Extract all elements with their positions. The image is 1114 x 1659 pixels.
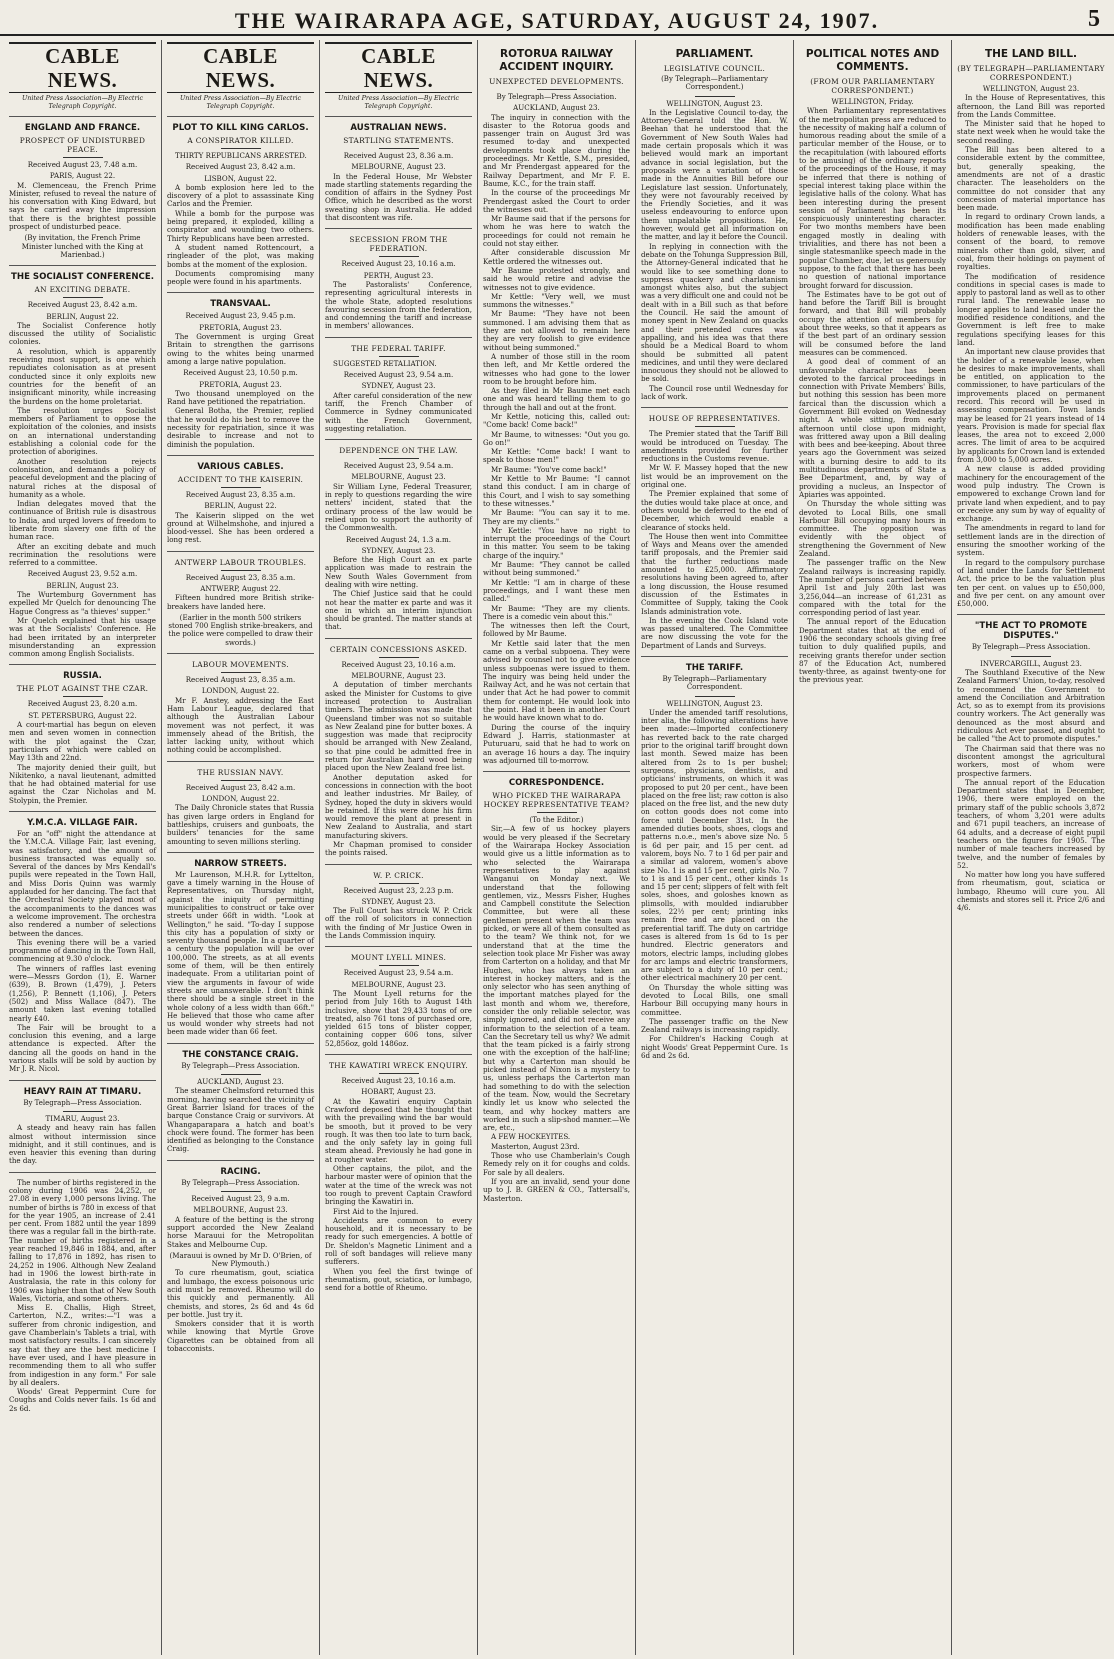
- dateline: MELBOURNE, August 23.: [351, 472, 446, 482]
- paragraph: Sir,—A few of us hockey players would be very pleased if the Secretary of the Wairarapa Hockey Association would give us a little information as to who selected the Wairarapa representatives to play against Wanganui on Monday next. We understand that the following gentlemen, viz., Messrs Fisher, Hughes and Campbell constitute the Selection Committee, but were all these gentlemen present when the team was picked, or were all of them consulted as to the team? We think not, for we understand that at the time the selection took place Mr Fisher was away from Carterton on a holiday, and that Mr Hughes, who has always taken an interest in hockey matters, and is the only selector who has seen anything of the important matches played for the last month and whom we, therefore, consider the only reliable selector, was simply ignored, and did not receive any information to the selection of a team. Can the Secretary tell us why? We admit that the team picked is a fairly strong one with the exception of the half-line; but why a Carterton man should be picked instead of Nixon is a mystery to us, unless perhaps the Carterton man had something to do with the selection of the team. Now, would the Secretary kindly let us know who selected the team, and why hockey matters are worked in such a slip-shod manner.—We are, etc.,: [483, 824, 631, 1133]
- divider: [641, 656, 788, 657]
- dateline: (To the Editor.): [529, 815, 584, 825]
- article-subtitle: A CONSPIRATOR KILLED.: [187, 136, 294, 145]
- article-subtitle: W. P. CRICK.: [373, 870, 424, 880]
- article-subtitle: THE FEDERAL TARIFF.: [351, 343, 446, 353]
- article-subtitle: HOUSE OF REPRESENTATIVES.: [648, 414, 781, 424]
- paragraph: Mr Laurenson, M.H.R. for Lyttelton, gave a timely warning in the House of Representatives, on Thursday night, against the iniquity of permitting municipalities to construct or take over streets under 66ft in width. "Look at Wellington," he said. "To-day I suppose this city has a population of sixty or seventy thousand people. In a quarter of a century the population will be over 100,000. The streets, as at all events some of them, will be then entirely inadequate. From a utilitarian point of view the arguments in favour of wide streets are unanswerable. I don't think there should be a single street in the whole colony of a less width than 66ft." He believed that those who came after us would wonder why streets had not been made wider than 66 feet.: [167, 869, 314, 1037]
- paragraph: On Thursday the whole sitting was devoted to Local Bills, one small Harbour Bill occupying many hours in committee.: [641, 982, 788, 1017]
- paragraph: At the Kawatiri enquiry Captain Crawford deposed that he thought that with the prevailing wind the bar would be smooth, but it proved to be very rough. It was then too late to turn back, and the only safety lay in going full steam ahead. Previously he had gone in at rougher water.: [325, 1096, 472, 1164]
- dateline: PARIS, August 22.: [49, 171, 116, 181]
- dateline: TIMARU, August 23.: [45, 1113, 120, 1123]
- page-number: 5: [1088, 6, 1100, 32]
- divider: [167, 455, 314, 456]
- paragraph: In the course of the proceedings Mr Prendergast asked the Court to order the witnesses out.: [483, 188, 630, 214]
- paragraph: Two thousand unemployed on the Rand have petitioned the repatriation.: [167, 388, 314, 407]
- short-rule: [63, 157, 103, 158]
- paragraph: The passenger traffic on the New Zealand railways is increasing rapidly. The number of persons carried between April 1st and July 20th last was 3,256,044—an increase of 61,231 as compared with the total for the corresponding period of last year.: [799, 558, 946, 618]
- dateline: AUCKLAND, August 23.: [513, 103, 600, 113]
- short-rule: [379, 657, 419, 658]
- divider: [325, 439, 472, 440]
- paragraph: Mr Kettle: "Come back! I want to speak to those men!": [483, 447, 630, 465]
- paragraph: Mr Kettle said later that the men came on a verbal subpoena. They were advised by counsel not to give evidence unless subpoenas were issued to them. The inquiry was being held under the Railway Act, and he was not certain that under that Act he had power to commit them for contempt. He would look into the point. Had it been in another Court he would have known what to do.: [483, 638, 630, 723]
- dateline: AUCKLAND, August 23.: [197, 1077, 284, 1087]
- short-rule: [695, 96, 735, 97]
- paragraph: The Pastoralists' Conference, representing agricultural interests in the whole State, adopted resolutions favouring secession from the federation, and condemning the tariff and increase in members' allowances.: [325, 279, 472, 331]
- dateline: Received August 23, 8.42 a.m.: [185, 782, 296, 792]
- dateline: MELBOURNE, August 23.: [351, 979, 446, 989]
- paragraph: Mr Kettle to Mr Baume: "I cannot stand this conduct. I am in charge of this Court, and I wish to say something to these witnesses.": [483, 474, 630, 508]
- column-heading: PARLIAMENT.: [675, 48, 754, 60]
- article-title: HEAVY RAIN AT TIMARU.: [23, 1086, 142, 1097]
- article-subtitle: ACCIDENT TO THE KAISERIN.: [177, 474, 304, 484]
- paragraph: The annual report of the Education Department states that at the end of 1906 the secondary schools giving free tuition to duly qualified pupils, and receiving grants therefor under section 87 of the Education Act, numbered twenty-three, as against twenty-one for the previous year.: [799, 617, 946, 685]
- paragraph: M. Clemenceau, the French Prime Minister, refused to reveal the nature of his conversation with King Edward, but says he carried away the impression that there is the brightest possible prospect of undisturbed peace.: [9, 180, 156, 232]
- paragraph: The Socialist Conference hotly discussed the utility of Socialistic colonies.: [9, 320, 156, 347]
- divider: [9, 265, 156, 266]
- article-subtitle: THE RUSSIAN NAVY.: [197, 767, 284, 777]
- paragraph: Miss E. Challis, High Street, Carterton, N.Z., writes:—"I was a sufferer from chronic indigestion, and gave Chamberlain's Tablets a trial, with most satisfactory results. I can sincerely say that they are the best medicine I have ever used, and I have pleasure in recommending them to all who suffer from indigestion in any form." For sale by all dealers.: [9, 1303, 156, 1387]
- paragraph: In regard to the compulsory purchase of land under the Lands for Settlement Act, the price to be the valuation plus ten per cent. on values up to £50,000, and five per cent. on any amount over £50,000.: [957, 557, 1105, 609]
- dateline: Received August 23, 8.35 a.m.: [185, 489, 296, 499]
- paragraph: A number of those still in the room then left, and Mr Kettle ordered the witnesses who had gone to the lower room to be brought before him.: [483, 351, 630, 386]
- short-rule: [695, 696, 735, 697]
- paragraph: A deputation of timber merchants asked the Minister for Customs to give increased protection to Australian timbers. The admission was made that Queensland timber was not so suitable as New Zealand pine for butter boxes. A suggestion was made that reciprocity should be arranged with New Zealand, so that pine could be admitted free in return for Australian hard wood being placed upon the New Zealand free list.: [325, 680, 472, 773]
- masthead-title: THE WAIRARAPA AGE, SATURDAY, AUGUST 24, 1907.: [234, 8, 880, 33]
- paragraph: A student named Rottencourt, a ringleader of the plot, was making bombs at the moment of the explosion.: [167, 242, 314, 269]
- paragraph: Masterton, August 23rd.: [491, 1141, 580, 1151]
- column: [4, 40, 162, 1655]
- paragraph: Indian delegates moved that the continuance of British rule is disastrous to India, and urged lovers of freedom to liberate from slavery one fifth of the human race.: [9, 499, 156, 542]
- column-subheading: United Press Association—By Electric Telegraph Copyright.: [337, 95, 460, 110]
- column-subheading: (BY TELEGRAPH—PARLIAMENTARY CORRESPONDENT.): [957, 64, 1105, 82]
- paragraph: The Premier explained that some of the duties would take place at once, and others would be deferred to the end of December, which would enable a clearance of stocks held.: [641, 489, 788, 532]
- divider: [483, 771, 630, 772]
- dateline: By Telegraph—Press Association.: [496, 92, 617, 101]
- article-title: AUSTRALIAN NEWS.: [350, 123, 447, 133]
- column-heading: ROTORUA RAILWAY ACCIDENT INQUIRY.: [499, 48, 614, 73]
- article-title: THE SOCIALIST CONFERENCE.: [11, 272, 154, 283]
- column: [636, 40, 794, 1655]
- dateline: Received August 23, 9.54 a.m.: [343, 461, 454, 471]
- paragraph: In the Legislative Council to-day, the Attorney-General told the Hon. W. Beehan that he understood that the Government of New South Wales had made certain proposals which it was believed would mark an important advance in social legislation, but the proposals were a variation of those made in the Annuities Bill before our Legislature last session. Unfortunately, they were not favourably received by the Friendly Societies, and it was useless endeavouring to enforce upon them unpalatable propositions. He, however, would get all information on the matter, and lay it before the Council.: [641, 107, 788, 242]
- dateline: MELBOURNE, August 23.: [351, 671, 446, 681]
- short-rule: [379, 256, 419, 257]
- dateline: (Earlier in the month 500 strikers stoned 700 English strike-breakers, and the police were compelled to draw their swords.): [168, 612, 313, 647]
- short-rule: [537, 812, 577, 813]
- paragraph: Mr Kettle: "I am in charge of these proceedings, and I want these men called.": [483, 577, 630, 604]
- paragraph: The Minister said that he hoped to state next week when he would take the second reading.: [957, 119, 1105, 145]
- dateline: Received August 24, 1.3 a.m.: [345, 534, 452, 544]
- paragraph: On Thursday the whole sitting was devoted to Local Bills, one small Harbour Bill occupying many hours in committee. The opposition was evidently with the object of strengthening the Government of New Zealand.: [799, 499, 946, 559]
- short-rule: [537, 89, 577, 90]
- paragraph: For an "off" night the attendance at the Y.M.C.A. Village Fair, last evening, was satisfactory, and the amount of business transacted was equally so. Several of the dances by Mrs Kendall's pupils were repeated in the Town Hall, and Miss Doris Quinn was warmly applauded for her dancing. The fact that the Orchestral Society played most of the accompaniments to the dances was a welcome improvement. The orchestra also rendered a number of selections between the dances.: [9, 829, 156, 938]
- divider: [167, 292, 314, 293]
- newspaper-columns: [4, 40, 1110, 1655]
- paragraph: The inquiry in connection with the disaster to the Rotorua goods and passenger train on August 3rd was resumed to-day and unexpected developments took place during the proceedings. Mr Kettle, S.M., presided, and Mr Prendergast appeared for the Railway Department, and Mr F. E. Baume, K.C., for the train staff.: [483, 112, 630, 188]
- divider: [167, 551, 314, 552]
- paragraph: Mr Baume: "You've come back!": [491, 464, 607, 474]
- dateline: LONDON, August 22.: [201, 686, 280, 696]
- divider: [9, 116, 156, 117]
- dateline: Received August 23, 9.54 a.m.: [343, 370, 454, 380]
- paragraph: Mr Kettle: "Very well, we must summons the witnesses.": [483, 291, 630, 310]
- short-rule: [63, 1111, 103, 1112]
- paragraph: The Kaiserin slipped on the wet ground at Wilhelmshohe, and injured a blood-vessel. She has been ordered a long rest.: [167, 510, 314, 545]
- divider: [9, 1080, 156, 1081]
- article-subtitle: CERTAIN CONCESSIONS ASKED.: [329, 644, 468, 654]
- article-subtitle: THE KAWATIRI WRECK ENQUIRY.: [328, 1061, 469, 1071]
- paragraph: In replying in connection with the debate on the Tohunga Suppression Bill, the Attorney-General indicated that he would like to see something done to suppress quackery and charlatanism amongst whites also, but the subject was a very difficult one and could not be dealt with in a Bill such as that before the Council. He said the amount of money spent in New Zealand on quacks and their pretended cures was appalling, and his idea was that there should be a Medical Board to whom should be submitted all patent medicines, and until they were declared innocuous they should not be allowed to be sold.: [641, 241, 788, 384]
- paragraph: SUGGESTED RETALIATION.: [333, 358, 437, 368]
- column-heading: POLITICAL NOTES AND COMMENTS.: [805, 48, 940, 73]
- paragraph: Woods' Great Peppermint Cure for Coughs and Colds never fails. 1s 6d and 2s 6d.: [9, 1387, 156, 1413]
- article-subtitle: By Telegraph—Press Association.: [23, 1098, 142, 1107]
- paragraph: In the evening the Cook Island vote was passed unaltered. The Committee are now discussing the vote for the Department of Lands and Surveys.: [641, 615, 788, 650]
- paragraph: After an exciting debate and much recrimination the resolutions were referred to a committee.: [9, 541, 156, 568]
- column: [320, 40, 478, 1655]
- short-rule: [379, 458, 419, 459]
- paragraph: Before the High Court an ex parte application was made to restrain the New South Wales Government from dealing with wire netting.: [325, 555, 472, 589]
- paragraph: If you are an invalid, send your done up to J. B. GREEN & CO., Tattersall's, Masterton.: [483, 1176, 630, 1203]
- article-subtitle: WHO PICKED THE WAIRARAPA HOCKEY REPRESENTATIVE TEAM?: [483, 791, 630, 810]
- short-rule: [221, 570, 261, 571]
- dateline: MELBOURNE, August 23.: [351, 162, 446, 172]
- paragraph: During the course of the inquiry Edward J. Harris, stationmaster at Puturuaru, said that he had to work on an average 16 hours a day. The inquiry was adjourned till to-morrow.: [483, 722, 630, 765]
- article-title: TRANSVAAL.: [210, 299, 271, 310]
- dateline: Received August 23, 10.16 a.m.: [341, 659, 456, 669]
- divider: [167, 653, 314, 654]
- divider: [325, 864, 472, 865]
- paragraph: After considerable discussion Mr Kettle ordered the witnesses out.: [483, 248, 630, 266]
- divider: [957, 614, 1105, 615]
- column-subheading: (FROM OUR PARLIAMENTARY CORRESPONDENT.): [810, 77, 935, 95]
- article-title: CORRESPONDENCE.: [508, 778, 605, 789]
- paragraph: Mr Baume: "They have not been summoned. I am advising them that as they are not allowed to remain here they are very foolish to give evidence without being summoned.": [483, 309, 630, 352]
- article-title: RUSSIA.: [63, 671, 102, 682]
- paragraph: After careful consideration of the new tariff, the French Chamber of Commerce in Sydney communicated with the French Government, suggesting retaliation.: [325, 390, 472, 433]
- dateline: SYDNEY, August 23.: [361, 545, 436, 555]
- dateline: ST. PETERSBURG, August 22.: [28, 710, 137, 720]
- article-subtitle: MOUNT LYELL MINES.: [350, 953, 447, 963]
- paragraph: Mr Baume said that if the persons for whom he was here to watch the proceedings for could not remain he could not stay either.: [483, 214, 630, 249]
- paragraph: The passenger traffic on the New Zealand railways is increasing rapidly.: [641, 1016, 788, 1035]
- paragraph: In regard to ordinary Crown lands, a modification has been made enabling holders of renewable leases, with the consent of the board, to remove minerals other than gold, silver, and coal, from their holdings on payment of royalties.: [957, 212, 1105, 272]
- paragraph: The Bill has been altered to a considerable extent by the committee, but, generally speaking, the amendments are not of a drastic character. The leaseholders on the committee do not consider that any concession of material importance has been made.: [957, 145, 1105, 213]
- short-rule: [1011, 656, 1051, 657]
- paragraph: Other captains, the pilot, and the harbour master were of opinion that the water at the time of the wreck was not too rough to prevent Captain Crawford bringing the Kawatiri in.: [325, 1164, 472, 1207]
- paragraph: Another deputation asked for concessions in connection with the boot and leather industries. Mr Bailey, of Sydney, hoped the duty in skivers would be retained. If this were done his firm would remove the plant at present in New Zealand to Australia, and start manufacturing skivers.: [325, 772, 472, 840]
- paragraph: Mr W. F. Massey hoped that the new list would be an improvement on the original one.: [641, 463, 788, 490]
- paragraph: The Fair will be brought to a conclusion this evening, and a large attendance is expected. After the dancing all the goods on hand in the various stalls will be sold by auction by Mr J. R. Nicol.: [9, 1022, 156, 1074]
- article-subtitle: STARTLING STATEMENTS.: [343, 136, 454, 145]
- paragraph: The Estimates have to be got out of hand before the Tariff Bill is brought forward, and that Bill will probably occupy the attention of members for about three weeks, so that it appears as if the best part of an ordinary session will be consumed before the land measures can be commenced.: [799, 289, 946, 357]
- divider: [9, 811, 156, 812]
- paragraph: A FEW HOCKEYITES.: [491, 1132, 571, 1142]
- dateline: Received August 23, 8.42 a.m.: [185, 162, 296, 172]
- column-heading: CABLE NEWS.: [167, 42, 314, 93]
- dateline: Received August 23, 2.23 p.m.: [343, 885, 454, 895]
- paragraph: The Wurtemburg Government has expelled Mr Quelch for denouncing The Hague Congress as "a thieves' supper.": [9, 590, 156, 616]
- dateline: WELLINGTON, August 23.: [982, 84, 1080, 93]
- dateline: Received August 23, 9 a.m.: [191, 1194, 290, 1204]
- divider: [325, 116, 472, 117]
- column: [162, 40, 320, 1655]
- dateline: Received August 23, 9.45 p.m.: [185, 311, 296, 321]
- dateline: PRETORIA, August 23.: [199, 379, 282, 389]
- column-subheading: United Press Association—By Electric Telegraph Copyright.: [179, 95, 302, 110]
- paragraph: A steady and heavy rain has fallen almost without intermission since midnight, and it still continues, and is even heavier this evening than during the day.: [9, 1123, 156, 1166]
- article-subtitle: By Telegraph—Press Association.: [181, 1061, 300, 1070]
- article-title: NARROW STREETS.: [194, 858, 287, 869]
- short-rule: [63, 297, 103, 298]
- divider: [167, 116, 314, 117]
- dateline: Received August 23, 8.20 a.m.: [27, 699, 138, 709]
- short-rule: [379, 1073, 419, 1074]
- paragraph: Fifteen hundred more British strike-breakers have landed here.: [167, 593, 314, 611]
- paragraph: Mr Baume protested strongly, and said he would retire and advise the witnesses not to give evidence.: [483, 265, 630, 292]
- dateline: SYDNEY, August 23.: [361, 896, 436, 906]
- dateline: (By invitation, the French Prime Minister lunched with the King at Marienbad.): [21, 233, 144, 259]
- dateline: Received August 23, 8.36 a.m.: [343, 151, 454, 160]
- paragraph: Smokers consider that it is worth while knowing that Myrtle Grove Cigarettes can be obtained from all tobacconists.: [167, 1319, 314, 1354]
- dateline: (Marauui is owned by Mr D. O'Brien, of New Plymouth.): [169, 1250, 312, 1269]
- paragraph: Mr Quelch explained that his usage was at the Socialists' Conference. He had been irritated by an interpreter misunderstanding an expression common among English Socialists.: [9, 615, 156, 659]
- paragraph: General Botha, the Premier, replied that he would do his best to remove the necessity for repatriation, since it was desirable to increase and not to diminish the population.: [167, 406, 314, 449]
- paragraph: As they filed in Mr Baume met each one and was heard telling them to go through the hall and out at the front.: [483, 386, 630, 412]
- dateline: WELLINGTON, August 23.: [666, 698, 763, 708]
- paragraph: The number of births registered in the colony during 1906 was 24,252, or 27.08 in every 1,000 persons living. The number of births is 780 in excess of that for the year 1905, an increase of 2.41 per cent. From 1882 until the year 1899 there was a regular fall in the birth-rate. The number of births registered in a year reached 19,846 in 1884, and, after falling to 17,876 in 1892, has risen to 24,252 in 1906. Although New Zealand had in 1906 the lowest birth-rate in Australasia, the rate in this colony for 1906 was higher than that of New South Wales, Victoria, and some others.: [9, 1177, 156, 1303]
- dateline: Received August 23, 7.48 a.m.: [27, 160, 138, 169]
- article-title: PLOT TO KILL KING CARLOS.: [172, 123, 309, 133]
- paragraph: The Government is urging Great Britain to strengthen the garrisons owing to the whites being unarmed among a large native population.: [167, 332, 314, 366]
- divider: [325, 337, 472, 338]
- divider: [325, 946, 472, 947]
- article-subtitle: THE PLOT AGAINST THE CZAR.: [16, 684, 149, 694]
- article-subtitle: PROSPECT OF UNDISTURBED PEACE.: [19, 136, 146, 154]
- paragraph: Mr Kettle, noticing this, called out: "Come back! Come back!": [483, 411, 630, 430]
- paragraph: Under the amended tariff resolutions, inter alia, the following alterations have been made:—Imported confectionery has reverted back to the rate charged prior to the original tariff brought down last month. Sewed maize has been altered from 2s to 1s per bushel; surgeons, physicians, dentists, and opticians' instruments, on which it was proposed to put 20 per cent., have been placed on the free list; raw cotton is also placed on the free list, and the new duty on cotton goods does not come into force until December 31st. In the amended duties boots, shoes, clogs and patterns n.o.e., men's above size No. 5 is 6d per pair, and 15 per cent. ad valorem, boys No. 7 to 1 6d per pair and a similar ad valorem, women's above size No. 1 is and 15 per cent, girls No. 7 to 1 is and 15 per cent., other kinds 1s and 15 per cent; slippers of felt with felt soles, shoes, and goloshes known as plimsolls, with moulded indiarubber soles, 22½ per cent; printing inks remain free and are placed on the preferential tariff. The duty on cartridge cases is altered from 1s 6d to 1s per hundred. Electric generators and motors, electric lamps, including globes for arc lamps and electric transformers, are subject to a duty of 10 per cent.; other electrical machinery 20 per cent.: [641, 707, 788, 983]
- divider: [167, 852, 314, 853]
- column: [952, 40, 1110, 1655]
- paragraph: An important new clause provides that the holder of a renewable lease, when he desires to make improvements, shall be entitled, on application to the commissioner, to have particulars of the improvements placed on permanent record. This record will be used in assessing compensation. Town lands may be leased for 21 years instead of 14 years. Provision is made for special flax leases, the area not to exceed 2,000 acres. The limit of area to be acquired by applicants for Crown land is extended from 3,000 to 5,000 acres.: [957, 347, 1105, 465]
- dateline: Received August 23, 9.54 a.m.: [343, 968, 454, 978]
- short-rule: [221, 780, 261, 781]
- column: [478, 40, 636, 1655]
- paragraph: A feature of the betting is the strong support accorded the New Zealand horse Marauui for the Metropolitan Stakes and Melbourne Cup.: [167, 1214, 314, 1249]
- dateline: Received August 23, 8.35 a.m.: [185, 572, 296, 582]
- article-subtitle: UNEXPECTED DEVELOPMENTS.: [489, 77, 624, 86]
- paragraph: The Southland Executive of the New Zealand Farmers' Union, to-day, resolved to recommend the Government to amend the Conciliation and Arbitration Act, so as to exempt from its provisions country workers. The Act generally was denounced as the most absurd and ridiculous Act ever passed, and ought to be called "the Act to promote disputes.": [957, 668, 1105, 744]
- article-title: RACING.: [220, 1166, 261, 1177]
- article-subtitle: ANTWERP LABOUR TROUBLES.: [174, 557, 307, 567]
- article-title: "THE ACT TO PROMOTE DISPUTES.": [974, 621, 1088, 642]
- paragraph: The annual report of the Education Department states that in December, 1906, there were employed on the primary staff of the public schools 3,872 teachers, of whom 3,201 were adults and 671 pupil teachers, an increase of 64 adults, and a decrease of eight pupil teachers on the figures for 1905. The number of male teachers increased by twelve, and the number of females by 52.: [957, 777, 1105, 870]
- paragraph: In the House of Representatives, this afternoon, the Land Bill was reported from the Lands Committee.: [957, 93, 1105, 119]
- paragraph: The modification of residence conditions in special cases is made to apply to pastoral land as well as to other rural land. The renewable lease no longer applies to land leased under the modified residence conditions, and the Government is left free to make regulations specifying leases for this land.: [957, 271, 1105, 347]
- paragraph: No matter how long you have suffered from rheumatism, gout, sciatica or lumbago, Rheumo will cure you. All chemists and stores sell it. Price 2/6 and 4/6.: [957, 870, 1105, 913]
- paragraph: To cure rheumatism, gout, sciatica and lumbago, the excess poisonous uric acid must be removed. Rheumo will do this quickly and permanently. All chemists, and stores, 2s 6d and 4s 6d per bottle. Just try it.: [167, 1268, 314, 1319]
- paragraph: Mr Baume: "They are my clients. There is a comedic vein about this.": [483, 603, 630, 621]
- paragraph: The Daily Chronicle states that Russia has given large orders in England for battleships, cruisers and gunboats, the builders' tenancies for the same amounting to seven millions sterling.: [167, 803, 314, 846]
- dateline: INVERCARGILL, August 23.: [980, 658, 1082, 668]
- short-rule: [379, 356, 419, 357]
- paragraph: The amendments in regard to land for settlement lands are in the direction of ensuring the smoother working of the system.: [957, 523, 1105, 558]
- paragraph: The resolution urges Socialist members of Parliament to oppose the exploitation of the colonies, and insists on an international understanding establishing a colonial code for the protection of aborigines.: [9, 405, 156, 457]
- paragraph: First Aid to the Injured.: [333, 1206, 419, 1216]
- dateline: HOBART, August 23.: [361, 1087, 436, 1097]
- paragraph: While a bomb for the purpose was being prepared, it exploded, killing a conspirator and wounding two others. Thirty Republicans have been arrested.: [167, 208, 314, 243]
- article-subtitle: LABOUR MOVEMENTS.: [192, 660, 289, 670]
- dateline: LISBON, August 22.: [204, 173, 277, 183]
- paragraph: Mr Baume: "They cannot be called without being summoned.": [483, 560, 630, 578]
- dateline: Received August 23, 8.35 a.m.: [185, 675, 296, 685]
- short-rule: [221, 148, 261, 149]
- short-rule: [379, 965, 419, 966]
- article-title: THE TARIFF.: [685, 663, 744, 673]
- article-title: ENGLAND AND FRANCE.: [24, 123, 141, 133]
- dateline: ANTWERP, August 22.: [200, 583, 281, 593]
- article-subtitle: By Telegraph—Press Association.: [181, 1178, 300, 1187]
- dateline: Received August 23, 10.16 a.m.: [341, 259, 456, 269]
- column-subheading: United Press Association—By Electric Telegraph Copyright.: [21, 95, 144, 110]
- short-rule: [221, 672, 261, 673]
- article-subtitle: (By Telegraph—Parliamentary Correspondent.): [661, 75, 768, 92]
- paragraph: The winners of raffles last evening were—Messrs Gordon (1), E. Warner (639), B. Brown (1,479), J. Peters (1,256), P. Bennett (1,106), J. Peters (502) and Miss Wallace (847). The amount taken last evening totalled nearly £40.: [9, 963, 156, 1023]
- short-rule: [695, 426, 735, 427]
- article-subtitle: SECESSION FROM THE FEDERATION.: [349, 235, 448, 254]
- paragraph: A new clause is added providing machinery for the encouragement of the wood pulp industry. The Crown is empowered to exchange Crown land for private land when expedient, and to pay or receive any sum by way of equality of exchange.: [957, 464, 1105, 524]
- divider: [325, 1054, 472, 1055]
- column-heading: THE LAND BILL.: [984, 48, 1078, 60]
- divider: [325, 638, 472, 639]
- dateline: WELLINGTON, Friday.: [831, 97, 914, 106]
- paragraph: The Premier stated that the Tariff Bill would be introduced on Tuesday. The amendments provided for further reductions in the Customs revenue.: [641, 429, 788, 464]
- article-subtitle: AN EXCITING DEBATE.: [34, 285, 131, 295]
- paragraph: Those who use Chamberlain's Cough Remedy rely on it for coughs and colds. For sale by all dealers.: [483, 1151, 630, 1177]
- paragraph: Accidents are common to every household, and it is necessary to be ready for such emergencies. A bottle of Dr. Sheldon's Magnetic Liniment and a roll of soft bandages will relieve many sufferers.: [325, 1215, 472, 1267]
- paragraph: When Parliamentary representatives of the metropolitan press are reduced to the necessity of making half a column of humorous reading about the smile of a particular member of the House, or to the recapitulation (with laboured efforts to be amusing) of the ordinary reports of the proceedings of the House, it may be inferred that there is nothing of special interest taking place within the legislative halls of the colony. What has been interesting during the present session of Parliament has been its conspicuously uninteresting character. For two months members have been engaged mostly in dealing with trivialities, and there has not been a single statesmanlike speech made in the popular Chamber, due, let us generously suppose, to the fact that there has been no question of national importance brought forward for discussion.: [799, 106, 946, 290]
- paragraph: Mr F. Anstey, addressing the East Ham Labour League, declared that although the Australian Labour movement was not perfect, it was immensely ahead of the British, the latter lacking unity, without which nothing could be accomplished.: [167, 695, 314, 755]
- short-rule: [221, 487, 261, 488]
- article-title: THE CONSTANCE CRAIG.: [182, 1049, 299, 1060]
- paragraph: THIRTY REPUBLICANS ARRESTED.: [175, 151, 307, 160]
- dateline: Received August 23, 9.52 a.m.: [27, 569, 138, 579]
- paragraph: The Chief Justice said that he could not hear the matter ex parte and was it one in which an interim injunction should be granted. The matter stands at that.: [325, 589, 472, 632]
- paragraph: Mr Baume: "You can say it to me. They are my clients.": [483, 508, 630, 526]
- dateline: PERTH, August 23.: [363, 270, 434, 280]
- dateline: Received August 23, 10.50 p.m.: [183, 368, 298, 378]
- column-heading: CABLE NEWS.: [9, 42, 156, 93]
- paragraph: The House then went into Committee of Ways and Means over the amended tariff proposals, and the Premier said that the further reductions made amounted to £25,000. Affirmatory resolutions having been agreed to, after a long discussion, the House resumed discussion of the Estimates in Committee of Supply, taking the Cook Islands administration vote.: [641, 531, 788, 616]
- column: [794, 40, 952, 1655]
- paragraph: For Children's Hacking Cough at night Woods' Great Peppermint Cure. 1s 6d and 2s 6d.: [641, 1034, 788, 1061]
- paragraph: A good deal of comment of an unfavourable character has been devoted to the farcical proceedings in connection with Private Members' Bills, but nothing this session has been more farcical than the discussion which a Government Bill evoked on Wednesday night. A whole sitting, from early afternoon until close upon midnight, was frittered away upon a Bill dealing with bees and bee-keeping. About three years ago the Government was seized with a burning desire to add to its multitudinous departments of State a Bee Department, and, by way of providing a nucleus, an Inspector of Apiaries was appointed.: [799, 357, 946, 499]
- paragraph: Mr Baume, to witnesses: "Out you go. Go on!": [483, 429, 630, 447]
- article-subtitle: By Telegraph—Parliamentary Correspondent.: [662, 675, 767, 692]
- paragraph: A resolution, which is apparently receiving most support, is one which repudiates colonisation as at present conducted since it only exploits new countries for the benefit of an insignificant minority, while increasing the burdens on the home proletariat.: [9, 346, 156, 406]
- paragraph: The witnesses then left the Court, followed by Mr Baume.: [483, 621, 630, 639]
- dateline: PRETORIA, August 23.: [199, 322, 282, 332]
- paragraph: Mr Kettle: "You have no right to interrupt the proceedings of the Court in this matter. You seem to be taking charge of the inquiry.": [483, 525, 630, 560]
- paragraph: The Council rose until Wednesday for lack of work.: [641, 383, 788, 401]
- divider: [167, 1043, 314, 1044]
- paragraph: Documents compromising many people were found in his apartments.: [167, 268, 314, 287]
- paragraph: Mr Chapman promised to consider the points raised.: [325, 840, 472, 858]
- dateline: LONDON, August 22.: [201, 794, 280, 804]
- divider: [641, 407, 788, 408]
- article-title: Y.M.C.A. VILLAGE FAIR.: [27, 818, 138, 828]
- column-subheading: LEGISLATIVE COUNCIL.: [663, 64, 766, 73]
- dateline: BERLIN, August 22.: [204, 501, 277, 511]
- dateline: Received August 23, 10.16 a.m.: [341, 1076, 456, 1086]
- paragraph: Sir William Lyne, Federal Treasurer, in reply to questions regarding the wire netters' incident, stated that the ordinary process of the law would be relied upon to support the authority of the Commonwealth.: [325, 481, 472, 533]
- paragraph: A bomb explosion here led to the discovery of a plot to assassinate King Carlos and the Premier.: [167, 182, 314, 209]
- article-subtitle: DEPENDENCE ON THE LAW.: [339, 446, 458, 456]
- divider: [167, 1160, 314, 1161]
- paragraph: Another resolution rejects colonisation, and demands a policy of peaceful development and the placing of natural riches at the disposal of humanity as a whole.: [9, 456, 156, 499]
- divider: [167, 761, 314, 762]
- divider: [325, 228, 472, 229]
- dateline: WELLINGTON, August 23.: [666, 98, 763, 108]
- divider: [9, 1172, 156, 1173]
- paragraph: In the Federal House, Mr Webster made startling statements regarding the condition of affairs in the Sydney Post Office, which he described as the worst sweating shop in Australia. He added that discontent was rife.: [325, 171, 472, 223]
- dateline: SYDNEY, August 23.: [361, 381, 436, 391]
- short-rule: [379, 883, 419, 884]
- paragraph: The majority denied their guilt, but Nikitenko, a naval lieutenant, admitted that he had obtained material for use against the Czar Nicholas and M. Stolypin, the Premier.: [9, 762, 156, 805]
- paragraph: This evening there will be a varied programme of dancing in the Town Hall, commencing at 9.30 o'clock.: [9, 937, 156, 964]
- short-rule: [379, 148, 419, 149]
- paragraph: The Full Court has struck W. P. Crick off the roll of solicitors in connection with the finding of Mr Justice Owen in the Lands Commission inquiry.: [325, 906, 472, 941]
- column-heading: CABLE NEWS.: [325, 42, 472, 93]
- dateline: BERLIN, August 22.: [46, 311, 119, 321]
- paragraph: The steamer Chelmsford returned this morning, having searched the vicinity of Great Barrier Island for traces of the barque Constance Craig or survivors. At Whangaparapara a hatch and boat's chock were found. The former has been identified as belonging to the Constance Craig.: [167, 1086, 314, 1154]
- paragraph: When you feel the first twinge of rheumatism, gout, sciatica, or lumbago, send for a bottle of Rheumo.: [325, 1266, 472, 1293]
- short-rule: [63, 696, 103, 697]
- divider: [9, 664, 156, 665]
- paragraph: The Mount Lyell returns for the period from July 16th to August 14th inclusive, show that 29,433 tons of ore treated, also 761 tons of purchased ore, yielded 615 tons of blister copper, containing copper 606 tons, silver 52,856oz, gold 1486oz.: [325, 988, 472, 1048]
- masthead: [0, 6, 1114, 36]
- article-title: VARIOUS CABLES.: [197, 461, 284, 472]
- dateline: MELBOURNE, August 23.: [193, 1205, 288, 1215]
- short-rule: [221, 1191, 261, 1192]
- dateline: Received August 23, 8.42 a.m.: [27, 300, 138, 310]
- paragraph: The Chairman said that there was no discontent amongst the agricultural workers, most of whom were prospective farmers.: [957, 743, 1105, 778]
- article-subtitle: By Telegraph—Press Association.: [971, 643, 1091, 652]
- paragraph: A court-martial has begun on eleven men and seven women in connection with the plot against the Czar, particulars of which were cabled on May 13th and 22nd.: [9, 720, 156, 763]
- dateline: BERLIN, August 23.: [46, 580, 119, 590]
- short-rule: [221, 1074, 261, 1075]
